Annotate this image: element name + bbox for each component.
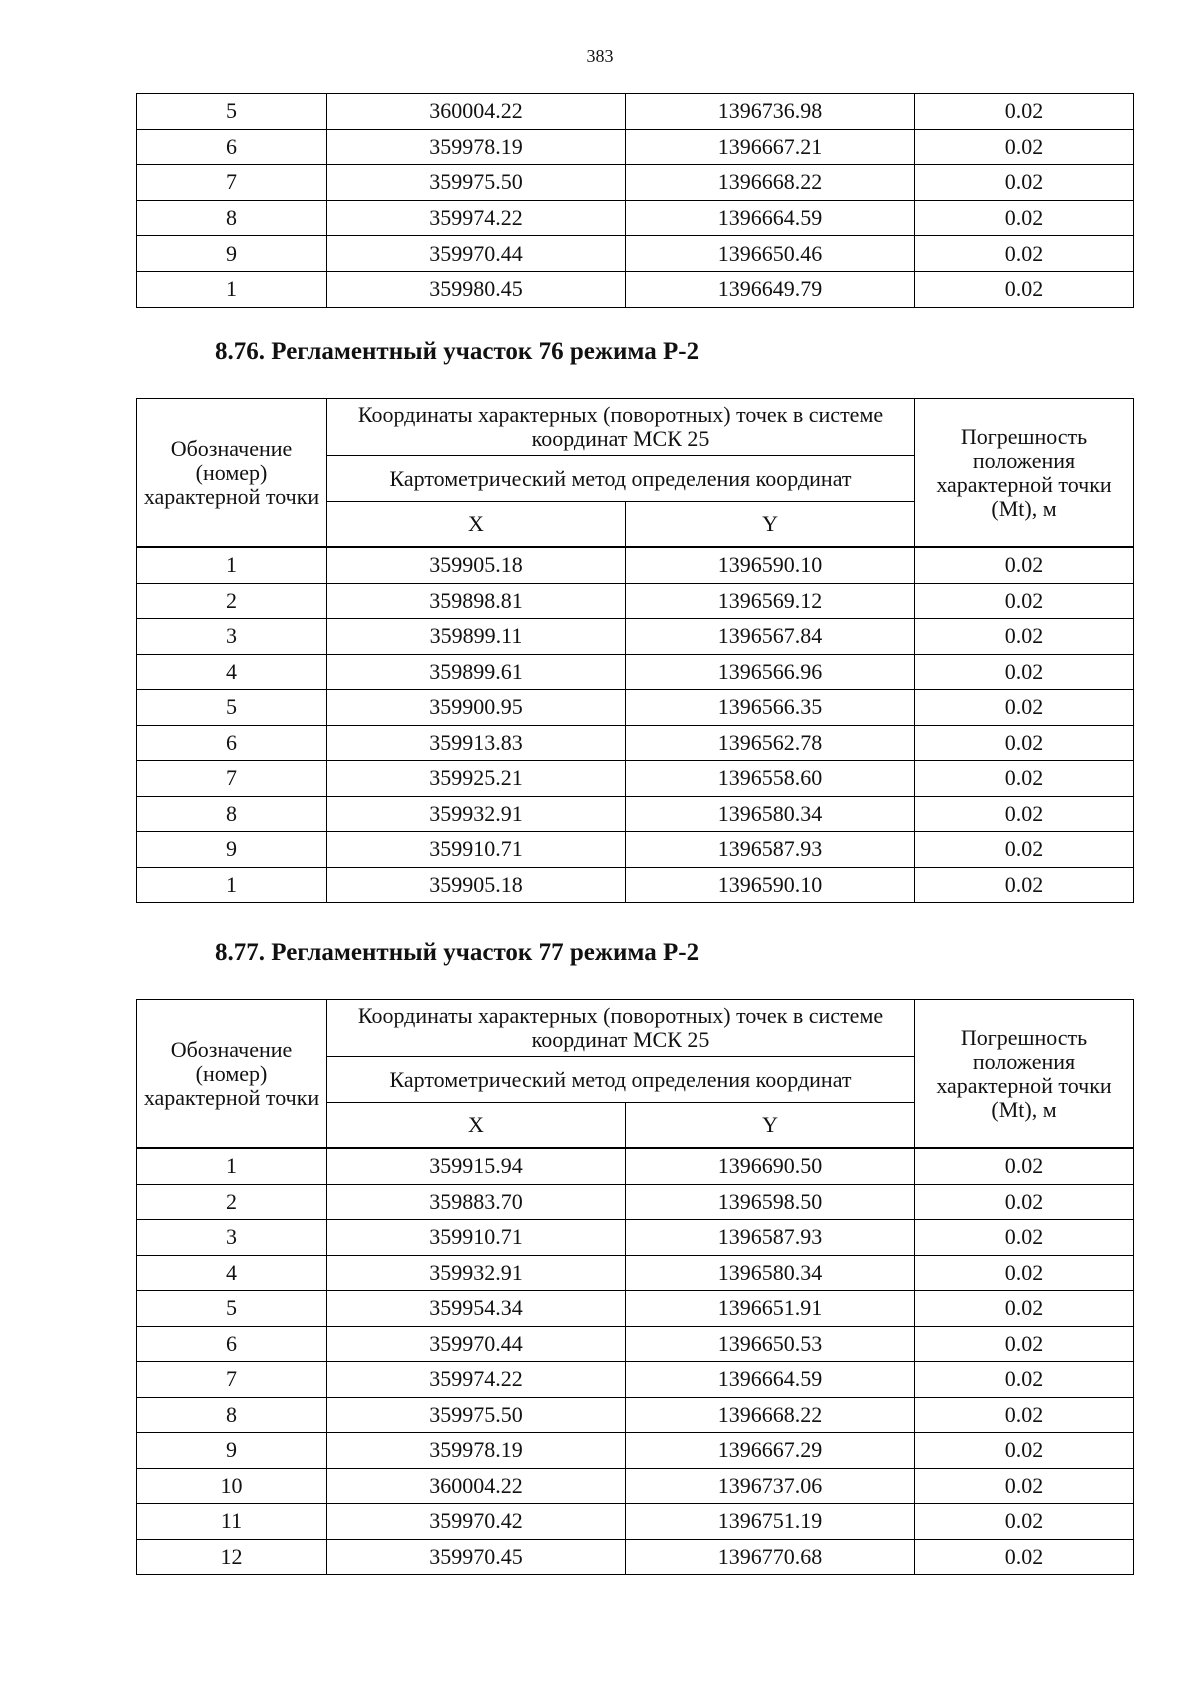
- table-row: [137, 129, 1134, 165]
- y-coordinate-cell: 1396667.29: [626, 1433, 915, 1469]
- point-number-cell: 6: [137, 725, 327, 761]
- table-row: [137, 1220, 1134, 1256]
- y-coordinate-cell: 1396736.98: [626, 94, 915, 130]
- y-coordinate-cell: 1396587.93: [626, 1220, 915, 1256]
- header-point-number: Обозначение (номер) характерной точки: [137, 1000, 327, 1149]
- y-coordinate-cell: 1396569.12: [626, 583, 915, 619]
- table-row: [137, 271, 1134, 307]
- y-coordinate-cell: 1396650.53: [626, 1326, 915, 1362]
- x-coordinate-cell: 359910.71: [327, 832, 626, 868]
- accuracy-cell: 0.02: [915, 654, 1134, 690]
- accuracy-cell: 0.02: [915, 690, 1134, 726]
- table-row: [137, 1433, 1134, 1469]
- point-number-cell: 2: [137, 1184, 327, 1220]
- point-number-cell: 2: [137, 583, 327, 619]
- x-coordinate-cell: 359974.22: [327, 1362, 626, 1398]
- point-number-cell: 3: [137, 1220, 327, 1256]
- x-coordinate-cell: 359932.91: [327, 1255, 626, 1291]
- y-coordinate-cell: 1396737.06: [626, 1468, 915, 1504]
- point-number-cell: 4: [137, 654, 327, 690]
- table-row: [137, 1468, 1134, 1504]
- accuracy-cell: 0.02: [915, 1255, 1134, 1291]
- point-number-cell: 6: [137, 129, 327, 165]
- point-number-cell: 8: [137, 796, 327, 832]
- table-body: [137, 547, 1134, 903]
- x-coordinate-cell: 359898.81: [327, 583, 626, 619]
- x-coordinate-cell: 359899.61: [327, 654, 626, 690]
- coordinates-table-77: [136, 999, 1134, 1575]
- point-number-cell: 7: [137, 165, 327, 201]
- x-coordinate-cell: 359900.95: [327, 690, 626, 726]
- accuracy-cell: 0.02: [915, 236, 1134, 272]
- x-coordinate-cell: 359925.21: [327, 761, 626, 797]
- accuracy-cell: 0.02: [915, 271, 1134, 307]
- y-coordinate-cell: 1396664.59: [626, 200, 915, 236]
- x-coordinate-cell: 359905.18: [327, 547, 626, 583]
- accuracy-cell: 0.02: [915, 165, 1134, 201]
- point-number-cell: 1: [137, 1148, 327, 1184]
- y-coordinate-cell: 1396590.10: [626, 867, 915, 903]
- x-coordinate-cell: 359980.45: [327, 271, 626, 307]
- accuracy-cell: 0.02: [915, 1326, 1134, 1362]
- table-row: [137, 796, 1134, 832]
- header-accuracy: Погрешность положения характерной точки (Mt), м: [915, 1000, 1134, 1149]
- accuracy-cell: 0.02: [915, 619, 1134, 655]
- x-coordinate-cell: 359978.19: [327, 129, 626, 165]
- x-coordinate-cell: 359905.18: [327, 867, 626, 903]
- point-number-cell: 7: [137, 1362, 327, 1398]
- x-coordinate-cell: 359975.50: [327, 165, 626, 201]
- accuracy-cell: 0.02: [915, 1220, 1134, 1256]
- point-number-cell: 8: [137, 1397, 327, 1433]
- table-row: [137, 1397, 1134, 1433]
- y-coordinate-cell: 1396690.50: [626, 1148, 915, 1184]
- header-method: Картометрический метод определения координат: [327, 456, 915, 502]
- x-coordinate-cell: 359978.19: [327, 1433, 626, 1469]
- point-number-cell: 6: [137, 1326, 327, 1362]
- table-row: [137, 867, 1134, 903]
- y-coordinate-cell: 1396649.79: [626, 271, 915, 307]
- x-coordinate-cell: 359975.50: [327, 1397, 626, 1433]
- accuracy-cell: 0.02: [915, 1184, 1134, 1220]
- table-row: [137, 1504, 1134, 1540]
- y-coordinate-cell: 1396590.10: [626, 547, 915, 583]
- table-row: [137, 94, 1134, 130]
- y-coordinate-cell: 1396566.96: [626, 654, 915, 690]
- accuracy-cell: 0.02: [915, 1362, 1134, 1398]
- accuracy-cell: 0.02: [915, 1291, 1134, 1327]
- y-coordinate-cell: 1396598.50: [626, 1184, 915, 1220]
- table-row: [137, 200, 1134, 236]
- y-coordinate-cell: 1396567.84: [626, 619, 915, 655]
- x-coordinate-cell: 359915.94: [327, 1148, 626, 1184]
- y-coordinate-cell: 1396562.78: [626, 725, 915, 761]
- header-coordinates: Координаты характерных (поворотных) точек в системе координат МСК 25: [327, 1000, 915, 1057]
- point-number-cell: 1: [137, 867, 327, 903]
- coordinates-table-76: [136, 398, 1134, 903]
- point-number-cell: 5: [137, 94, 327, 130]
- accuracy-cell: 0.02: [915, 200, 1134, 236]
- x-coordinate-cell: 359899.11: [327, 619, 626, 655]
- point-number-cell: 1: [137, 547, 327, 583]
- accuracy-cell: 0.02: [915, 1397, 1134, 1433]
- header-method: Картометрический метод определения координат: [327, 1057, 915, 1103]
- accuracy-cell: 0.02: [915, 129, 1134, 165]
- table-row: [137, 761, 1134, 797]
- point-number-cell: 3: [137, 619, 327, 655]
- table-row: [137, 725, 1134, 761]
- accuracy-cell: 0.02: [915, 832, 1134, 868]
- header-y: Y: [626, 502, 915, 548]
- accuracy-cell: 0.02: [915, 1504, 1134, 1540]
- table-row: [137, 619, 1134, 655]
- x-coordinate-cell: 359913.83: [327, 725, 626, 761]
- table-row: [137, 690, 1134, 726]
- x-coordinate-cell: 359883.70: [327, 1184, 626, 1220]
- table-body: [137, 1148, 1134, 1575]
- accuracy-cell: 0.02: [915, 1539, 1134, 1575]
- accuracy-cell: 0.02: [915, 94, 1134, 130]
- point-number-cell: 8: [137, 200, 327, 236]
- y-coordinate-cell: 1396668.22: [626, 165, 915, 201]
- y-coordinate-cell: 1396650.46: [626, 236, 915, 272]
- table-row: [137, 583, 1134, 619]
- header-x: X: [327, 502, 626, 548]
- header-x: X: [327, 1103, 626, 1149]
- point-number-cell: 5: [137, 1291, 327, 1327]
- point-number-cell: 7: [137, 761, 327, 797]
- accuracy-cell: 0.02: [915, 725, 1134, 761]
- accuracy-cell: 0.02: [915, 1433, 1134, 1469]
- table-row: [137, 1362, 1134, 1398]
- y-coordinate-cell: 1396580.34: [626, 796, 915, 832]
- point-number-cell: 9: [137, 236, 327, 272]
- x-coordinate-cell: 359974.22: [327, 200, 626, 236]
- x-coordinate-cell: 359954.34: [327, 1291, 626, 1327]
- table-row: [137, 547, 1134, 583]
- point-number-cell: 11: [137, 1504, 327, 1540]
- x-coordinate-cell: 359970.44: [327, 236, 626, 272]
- y-coordinate-cell: 1396651.91: [626, 1291, 915, 1327]
- section-heading-76: 8.76. Регламентный участок 76 режима Р-2: [215, 338, 700, 365]
- x-coordinate-cell: 359970.45: [327, 1539, 626, 1575]
- table-row: [137, 1291, 1134, 1327]
- x-coordinate-cell: 359932.91: [327, 796, 626, 832]
- point-number-cell: 9: [137, 1433, 327, 1469]
- x-coordinate-cell: 360004.22: [327, 1468, 626, 1504]
- point-number-cell: 9: [137, 832, 327, 868]
- table-row: [137, 832, 1134, 868]
- table-row: [137, 236, 1134, 272]
- point-number-cell: 4: [137, 1255, 327, 1291]
- point-number-cell: 10: [137, 1468, 327, 1504]
- y-coordinate-cell: 1396580.34: [626, 1255, 915, 1291]
- header-coordinates: Координаты характерных (поворотных) точек в системе координат МСК 25: [327, 399, 915, 456]
- accuracy-cell: 0.02: [915, 547, 1134, 583]
- x-coordinate-cell: 359970.44: [327, 1326, 626, 1362]
- x-coordinate-cell: 360004.22: [327, 94, 626, 130]
- accuracy-cell: 0.02: [915, 796, 1134, 832]
- y-coordinate-cell: 1396558.60: [626, 761, 915, 797]
- table-body: [137, 94, 1134, 308]
- x-coordinate-cell: 359910.71: [327, 1220, 626, 1256]
- table-row: [137, 1255, 1134, 1291]
- table-header: [137, 1000, 1134, 1149]
- table-header: [137, 399, 1134, 548]
- x-coordinate-cell: 359970.42: [327, 1504, 626, 1540]
- table-row: [137, 1539, 1134, 1575]
- accuracy-cell: 0.02: [915, 867, 1134, 903]
- page-number: 383: [586, 46, 614, 66]
- y-coordinate-cell: 1396566.35: [626, 690, 915, 726]
- y-coordinate-cell: 1396664.59: [626, 1362, 915, 1398]
- section-heading-77: 8.77. Регламентный участок 77 режима Р-2: [215, 939, 700, 966]
- table-row: [137, 654, 1134, 690]
- accuracy-cell: 0.02: [915, 1468, 1134, 1504]
- accuracy-cell: 0.02: [915, 1148, 1134, 1184]
- y-coordinate-cell: 1396668.22: [626, 1397, 915, 1433]
- y-coordinate-cell: 1396587.93: [626, 832, 915, 868]
- accuracy-cell: 0.02: [915, 761, 1134, 797]
- header-point-number: Обозначение (номер) характерной точки: [137, 399, 327, 548]
- y-coordinate-cell: 1396751.19: [626, 1504, 915, 1540]
- header-y: Y: [626, 1103, 915, 1149]
- table-row: [137, 165, 1134, 201]
- accuracy-cell: 0.02: [915, 583, 1134, 619]
- coordinates-table-continued: [136, 93, 1134, 308]
- y-coordinate-cell: 1396770.68: [626, 1539, 915, 1575]
- y-coordinate-cell: 1396667.21: [626, 129, 915, 165]
- point-number-cell: 5: [137, 690, 327, 726]
- point-number-cell: 12: [137, 1539, 327, 1575]
- table-row: [137, 1184, 1134, 1220]
- header-accuracy: Погрешность положения характерной точки (Mt), м: [915, 399, 1134, 548]
- point-number-cell: 1: [137, 271, 327, 307]
- table-row: [137, 1326, 1134, 1362]
- table-row: [137, 1148, 1134, 1184]
